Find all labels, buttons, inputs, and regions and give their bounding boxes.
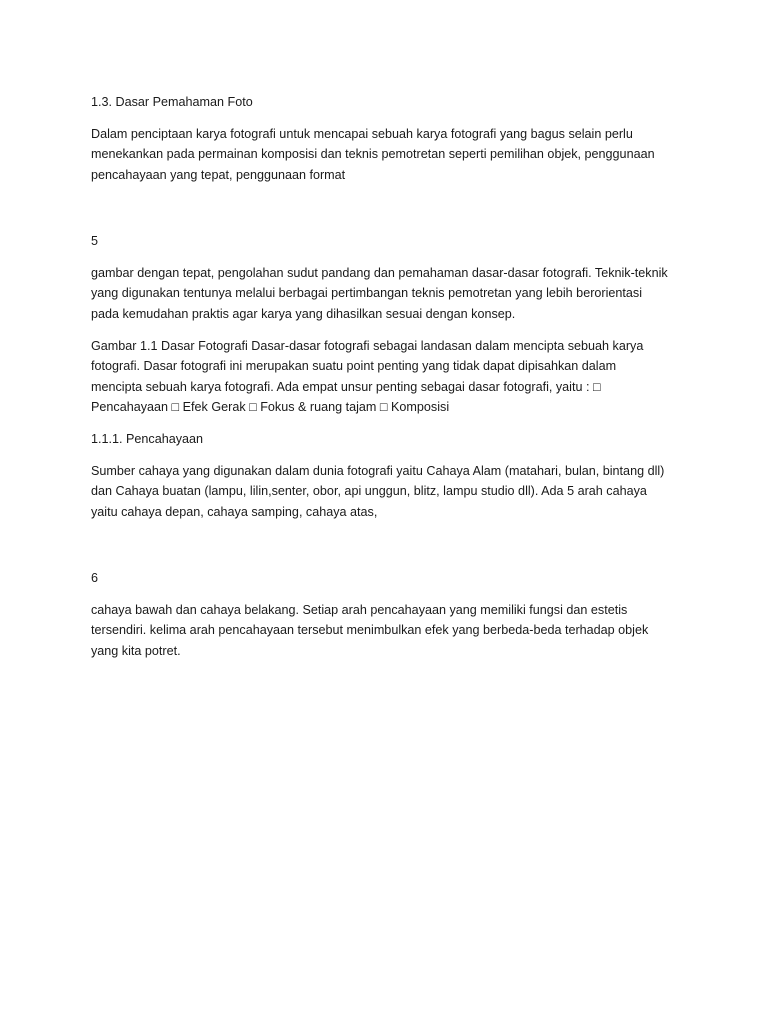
page-number — [91, 568, 691, 588]
paragraph-line: yang kita potret. — [91, 643, 181, 658]
paragraph-line: pencahayaan yang tepat, penggunaan format — [91, 167, 346, 182]
section-heading-dasar-pemahaman-foto — [91, 92, 691, 112]
paragraph-line: yang digunakan tentunya melalui berbagai pertimbangan teknis pemotretan yang lebih berorientasi — [91, 286, 642, 301]
paragraph-line: fotografi. Dasar fotografi ini merupakan suatu point penting yang tidak dapat dipisahkan dalam — [91, 359, 617, 374]
paragraph-line: yaitu cahaya depan, cahaya samping, cahaya atas, — [91, 504, 378, 519]
paragraph-light-directions — [91, 600, 691, 661]
paragraph-light-sources — [91, 461, 691, 522]
paragraph-line: gambar dengan tepat, pengolahan sudut pandang dan pemahaman dasar-dasar fotografi. Teknik-teknik — [91, 266, 668, 280]
paragraph-line: Gambar 1.1 Dasar Fotografi Dasar-dasar fotografi sebagai landasan dalam mencipta sebuah karya — [91, 339, 644, 353]
paragraph-line: cahaya bawah dan cahaya belakang. Setiap arah pencahayaan yang memiliki fungsi dan estetis — [91, 603, 628, 617]
paragraph-line: Pencahayaan □ Efek Gerak □ Fokus & ruang tajam □ Komposisi — [91, 399, 450, 414]
heading-text: 1.3. Dasar Pemahaman Foto — [91, 95, 253, 109]
section-heading-pencahayaan — [91, 429, 691, 449]
paragraph-line: Sumber cahaya yang digunakan dalam dunia fotografi yaitu Cahaya Alam (matahari, bulan, bintang dll) — [91, 464, 665, 478]
paragraph-intro — [91, 124, 691, 185]
page-number — [91, 231, 691, 251]
paragraph-line: tersendiri. kelima arah pencahayaan tersebut menimbulkan efek yang berbeda-beda terhadap objek — [91, 623, 649, 638]
paragraph-line: dan Cahaya buatan (lampu, lilin,senter, obor, api unggun, blitz, lampu studio dll). Ada 5 arah cahaya — [91, 484, 647, 499]
paragraph-line: pada kemudahan praktis agar karya yang dihasilkan sesuai dengan konsep. — [91, 306, 516, 321]
paragraph-line: menekankan pada permainan komposisi dan teknis pemotretan seperti pemilihan objek, penggunaan — [91, 147, 655, 162]
page-number-text: 6 — [91, 571, 99, 585]
paragraph-figure-caption — [91, 336, 691, 417]
page-number-text: 5 — [91, 234, 99, 248]
heading-text: 1.1.1. Pencahayaan — [91, 432, 204, 446]
paragraph-line: Dalam penciptaan karya fotografi untuk mencapai sebuah karya fotografi yang bagus selain perlu — [91, 127, 633, 141]
paragraph-techniques — [91, 263, 691, 324]
paragraph-line: mencipta sebuah karya fotografi. Ada empat unsur penting sebagai dasar fotografi, yaitu : □ — [91, 379, 601, 394]
